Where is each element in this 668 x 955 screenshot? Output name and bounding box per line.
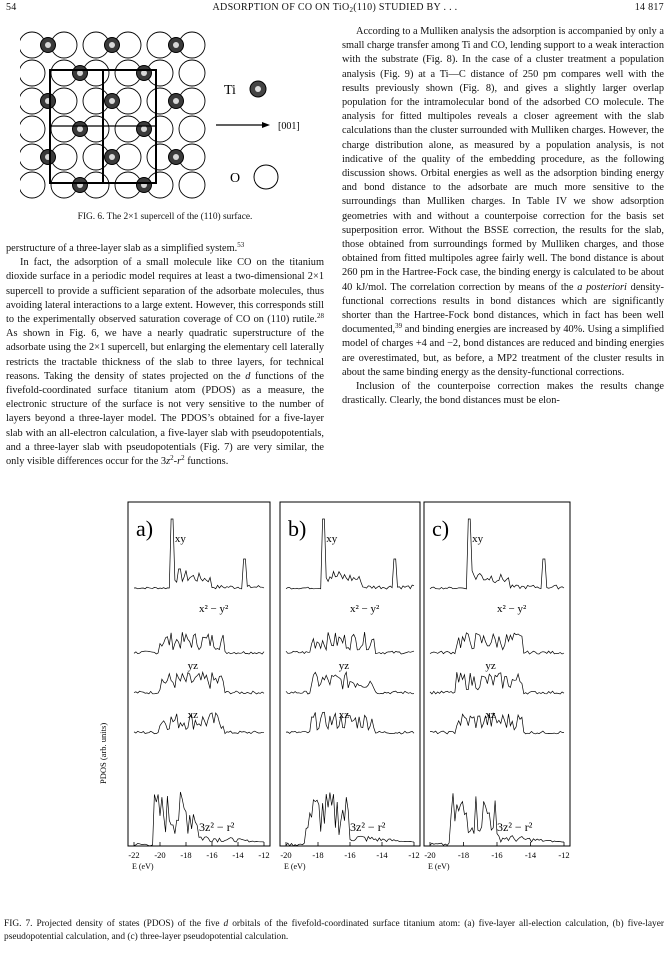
pdos-panel — [280, 502, 420, 871]
fig7-panels — [128, 502, 570, 871]
titanium-atom-core — [109, 42, 115, 48]
pdos-curve — [134, 672, 264, 694]
panel-label: b) — [288, 516, 307, 541]
pdos-curve — [134, 713, 264, 734]
orbital-label: xy — [472, 533, 484, 545]
x-tick-label: -16 — [344, 850, 356, 860]
orbital-label: x² − y² — [199, 603, 229, 615]
orbital-label: xz — [338, 709, 350, 721]
x-tick-label: -20 — [424, 850, 436, 860]
pdos-curve — [286, 632, 414, 654]
left-paragraph-2: In fact, the adsorption of a small molecule like CO on the titanium dioxide surface in a periodic model requires at least a two-dimensional 2×1 supercell to provide a sufficient separation of the adsorbate molecules, thus avoiding lateral interactions to a large extent. However, this corresponds still to the experimentally observed saturation coverage of CO on (110) rutile.$^{28}$ As shown in Fig. 6, we have a nearly quadratic superstructure of the adsorbate using the 2×1 supercell, but enlarging the elementary cell laterally restricts the tractable thickness of the slab to three layers, for technical reasons. Taking the density of states projected on the d functions of the fivefold-coordinated surface titanium atom (PDOS) as a measure, the electronic structure of the surface is not very sensitive to the number of layers beyond a three-layer model. The PDOS’s obtained for a five-layer slab with an all-electron calculation, a five-layer slab with pseudopotentials, and a three-layer slab with pseudopotentials (Fig. 7) are very similar, the only visible differences occur for the $3z^2-r^2$ functions. — [6, 257, 324, 468]
pdos-curve — [430, 713, 564, 734]
pdos-curve — [430, 519, 564, 589]
fig7-caption: FIG. 7. Projected density of states (PDOS) of the five d orbitals of the fivefold-coordinated surface titanium atom: (a) five-layer all-election calculation, (b) five-layer pseudopotential calculation, and (c) three-layer pseudopotential calculation. — [4, 919, 665, 942]
oxygen-atom — [179, 116, 205, 142]
x-tick-label: -16 — [206, 850, 218, 860]
x-tick-label: -14 — [232, 850, 244, 860]
fig6-caption: FIG. 6. The 2×1 supercell of the (110) surface. — [77, 212, 253, 222]
x-tick-label: -22 — [128, 850, 140, 860]
pdos-curve — [134, 632, 264, 654]
fig6-atom-grid — [20, 32, 205, 198]
titanium-atom-core — [173, 98, 179, 104]
left-text-column — [6, 242, 324, 469]
x-tick-label: -14 — [524, 850, 537, 860]
orbital-label: x² − y² — [350, 603, 380, 615]
pdos-curve — [134, 519, 264, 589]
ti-legend-label: Ti — [224, 83, 236, 98]
x-axis-title: E (eV) — [428, 862, 450, 871]
ti-legend-atom-dot — [255, 86, 261, 92]
x-tick-label: -16 — [491, 850, 503, 860]
right-paragraph-1: According to a Mulliken analysis the adsorption is accompanied by only a small charge transfer among Ti and CO, lending support to a weak interaction with the substrate (Fig. 8). In the case of a cluster treatment a population analysis (Fig. 9) at a Ti—C distance of 250 pm compares well with the results previously shown (Fig. 8), and gives a slightly larger overlap population for the intramolecular bond of the adsorbed CO molecule. The analysis for fitted multipoles reveals a closer agreement with the slab calculations than the cluster surrounded with Mulliken charges. However, the charge distribution alone, as measured by a population analysis, is not indicative of the quality of the embedding procedure, as the following discussion shows. Orbital energies as well as the adsorption binding energy and bond distance to the adsorbate are much more sensitive to the surroundings than Mulliken charges. In Table IV we show adsorption geometries with and without a counterpoise correction for the basis set superposition error. Without the BSSE correction, the results for the slab, those obtained from surroundings formed by Mulliken charges, and those obtained from fitted multipoles agree fairly well. The bond distance is about 260 pm in the Hartree-Fock case, the binding energy is calculated to be about 40 kJ/mol. The correlation correction by means of the a posteriori density-functional corrections results in bond distances which are significantly shorter than the Hartree-Fock bond distances, which in fact has been well documented,$^{39}$ and binding energies are increased by 40%. Using a simplified model of charges +4 and −2, bond distances are reduced and binding energies are overestimated, but, as before, a MP2 treatment of the cluster results in about the same binding energy as the density-functional corrections. — [342, 26, 664, 378]
axis-arrowhead — [262, 122, 270, 128]
oxygen-atom — [20, 172, 45, 198]
oxygen-atom — [179, 172, 205, 198]
pdos-curve — [286, 672, 414, 694]
x-axis-title: E (eV) — [132, 862, 154, 871]
pdos-panel — [128, 502, 270, 871]
x-tick-label: -12 — [258, 850, 270, 860]
orbital-label: xy — [174, 533, 186, 545]
panel-label: a) — [136, 516, 154, 541]
x-axis-title: E (eV) — [284, 862, 306, 871]
pdos-curve — [286, 712, 414, 734]
pdos-curve — [430, 633, 564, 654]
panel-frame — [424, 502, 570, 846]
x-tick-label: -18 — [180, 850, 192, 860]
running-header — [6, 2, 664, 16]
titanium-atom-core — [109, 154, 115, 160]
x-tick-label: -20 — [154, 850, 166, 860]
fig6-supercell-diagram — [20, 30, 320, 208]
x-tick-label: -20 — [280, 850, 292, 860]
orbital-label: 3z² − r² — [497, 820, 533, 834]
titanium-atom-core — [77, 126, 83, 132]
x-tick-label: -12 — [558, 850, 570, 860]
fig7-pdos-figure — [90, 494, 590, 899]
oxygen-atom — [179, 60, 205, 86]
oxygen-atom — [20, 116, 45, 142]
x-tick-label: -18 — [312, 850, 324, 860]
orbital-label: yz — [338, 660, 350, 672]
titanium-atom-core — [173, 154, 179, 160]
x-tick-label: -12 — [408, 850, 420, 860]
o-legend-label: O — [230, 171, 241, 186]
x-tick-label: -18 — [457, 850, 470, 860]
o-legend-atom — [254, 165, 278, 189]
axis-direction-label: [001] — [278, 121, 300, 132]
page-number-left: 54 — [6, 2, 17, 13]
panel-frame — [280, 502, 420, 846]
pdos-curve — [134, 792, 264, 846]
right-text-column — [342, 25, 664, 408]
orbital-label: yz — [485, 660, 496, 672]
pdos-panel — [424, 502, 570, 871]
x-tick-label: -14 — [376, 850, 388, 860]
orbital-label: 3z² − r² — [199, 820, 235, 834]
left-paragraph-1: perstructure of a three-layer slab as a simplified system.$^{53}$ — [6, 241, 245, 254]
pdos-curve — [430, 672, 564, 694]
orbital-label: 3z² − r² — [350, 820, 386, 834]
orbital-label: yz — [187, 660, 199, 672]
titanium-atom-core — [45, 42, 51, 48]
panel-label: c) — [432, 516, 450, 541]
right-paragraph-2: Inclusion of the counterpoise correction makes the results change drastically. Clearly, the bond distances must be elon- — [342, 381, 664, 407]
running-title: ADSORPTION OF CO ON TiO$_2$(110) STUDIED BY . . . — [212, 2, 458, 14]
orbital-label: xy — [326, 533, 338, 545]
titanium-atom-core — [141, 126, 147, 132]
page-number-right: 14 817 — [634, 2, 664, 13]
orbital-label: xz — [485, 709, 496, 721]
oxygen-atom — [20, 60, 45, 86]
titanium-atom-core — [173, 42, 179, 48]
orbital-label: xz — [187, 709, 199, 721]
orbital-label: x² − y² — [497, 603, 527, 615]
y-axis-label: PDOS (arb. units) — [98, 722, 108, 784]
titanium-atom-core — [109, 98, 115, 104]
